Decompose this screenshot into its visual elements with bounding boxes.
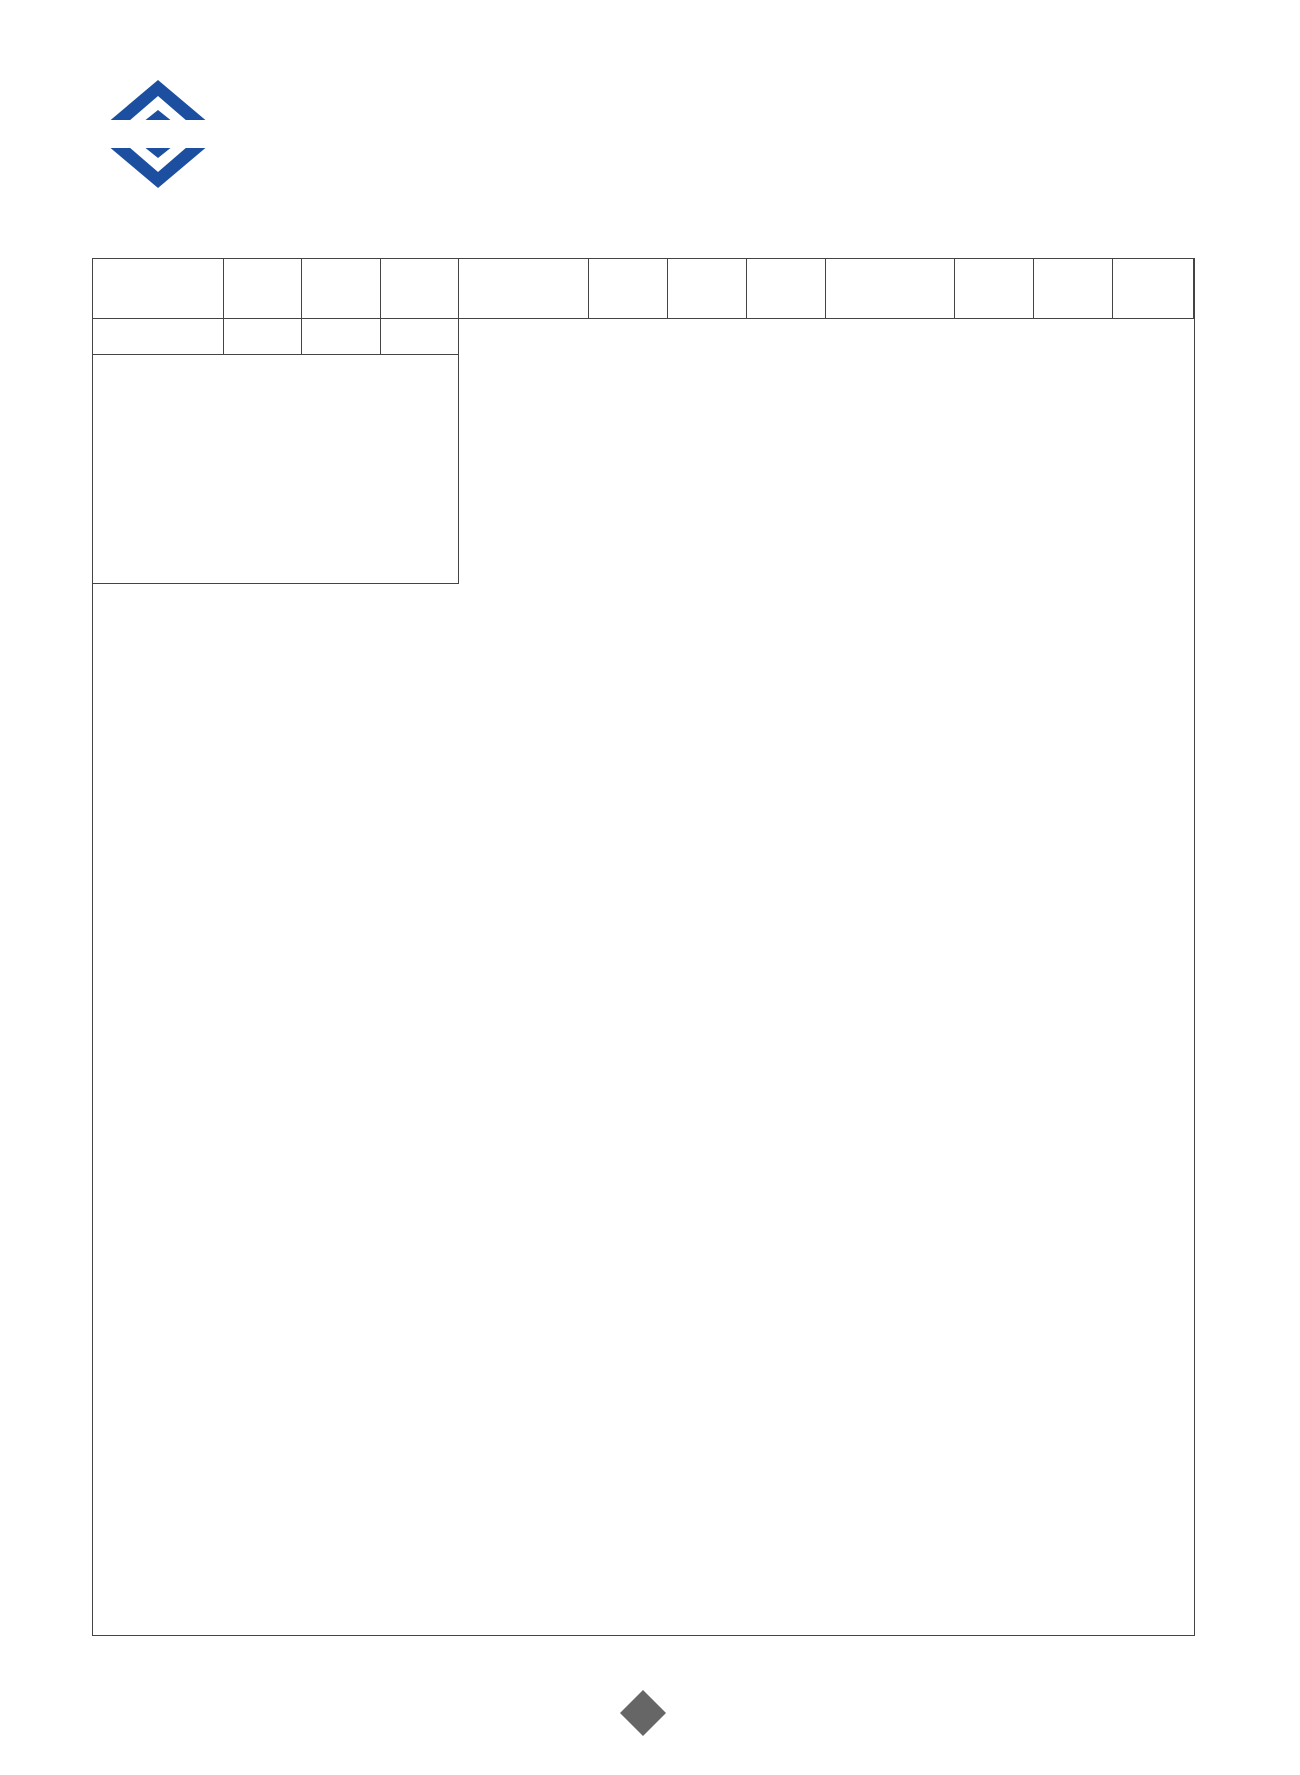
product-use bbox=[381, 319, 459, 355]
product-weight bbox=[224, 319, 302, 355]
column-header bbox=[381, 259, 459, 319]
column-header bbox=[1034, 259, 1113, 319]
column-header bbox=[826, 259, 955, 319]
column-header bbox=[224, 259, 302, 319]
column-header bbox=[747, 259, 826, 319]
wall-thickness bbox=[302, 319, 381, 355]
profile-catalog-table bbox=[92, 258, 1195, 1636]
column-header bbox=[1113, 259, 1194, 319]
column-header bbox=[668, 259, 747, 319]
product-code bbox=[93, 319, 224, 355]
gaoteng-logo bbox=[88, 76, 228, 196]
profile-drawing-cell bbox=[93, 355, 459, 584]
page-badge bbox=[618, 1688, 668, 1738]
column-header bbox=[955, 259, 1034, 319]
column-header bbox=[302, 259, 381, 319]
profile-drawing bbox=[93, 355, 459, 584]
column-header bbox=[459, 259, 589, 319]
column-header bbox=[93, 259, 224, 319]
column-header bbox=[589, 259, 668, 319]
